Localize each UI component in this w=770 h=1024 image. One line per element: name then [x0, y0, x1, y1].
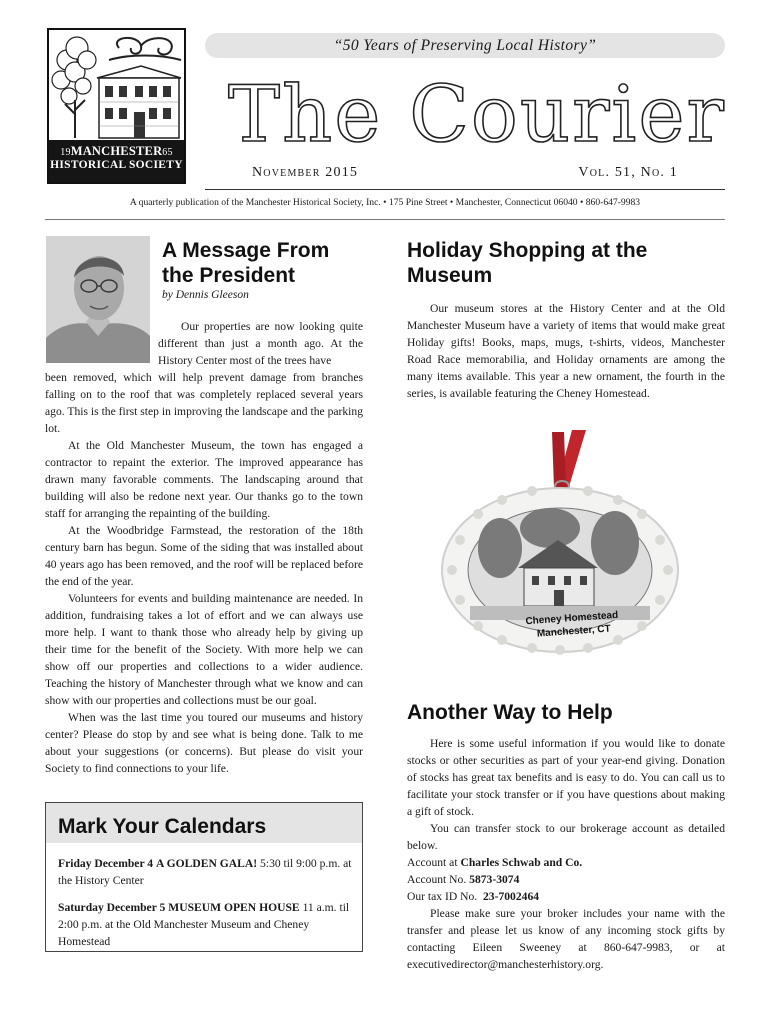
calendar-event [58, 899, 353, 950]
president-heading: A Message From the President [162, 239, 330, 287]
account-number-label: Account No. [407, 873, 467, 886]
logo-name: MANCHESTER [70, 144, 163, 158]
holiday-heading: Holiday Shopping at the Museum [407, 239, 648, 287]
holiday-article-body [407, 300, 725, 402]
help-paragraph-3: Please make sure your broker includes your name with the transfer and please let us know of any incoming stock gifts by contacting Eileen Sweeney at 860-647-9983, or at executivedirector@manchesterhistory.org. [407, 907, 725, 971]
account-label: Account at [407, 856, 458, 869]
account-number-line [407, 871, 725, 888]
account-line [407, 854, 725, 871]
president-paragraph-3: At the Woodbridge Farmstead, the restoration of the 18th century barn has begun. Some of the siding that was installed about 40 years ago has been removed, and the roof will be replaced before the end of the year. [45, 524, 363, 588]
president-article-body [45, 369, 363, 777]
tagline: “50 Years of Preserving Local History” [205, 33, 725, 58]
event-date: Saturday December 5 [58, 901, 166, 914]
help-paragraph-1: Here is some useful information if you would like to donate stocks or other securities as part of your year-end giving. Donation of stocks has great tax benefits and is easy to do. You can call us to facilitate your stock transfer or if you have questions about making a gift of stock. [407, 737, 725, 818]
calendar-box [45, 802, 363, 952]
president-text-continued: been removed, which will help prevent damage from branches falling on to the roof that was completely replaced several years ago. This is the first step in improving the landscape and the parking lot. [45, 371, 363, 435]
president-photo [46, 236, 150, 363]
help-heading: Another Way to Help [407, 701, 613, 724]
tax-id-line [407, 888, 725, 905]
issue-date: November 2015 [252, 165, 359, 180]
header-rule [45, 219, 725, 220]
president-paragraph-4: Volunteers for events and building maintenance are needed. In addition, fundraising takes a lot of effort and we can always use more help. I want to thank those who already help by giving up their time for the benefit of the Society. With more help we can show off our properties and collections to a wider audience. Teaching the history of Manchester through what we know and can show with our properties and collections must be our goal. [45, 592, 363, 707]
ornament-caption-line-1: Cheney Homestead [525, 609, 619, 628]
event-details: 5:30 til 9:00 p.m. at the History Center [58, 857, 352, 887]
calendar-event [58, 855, 353, 889]
tax-id-label: Our tax ID No. [407, 890, 478, 903]
logo-artwork [49, 30, 184, 142]
newsletter-title: The Courier [228, 70, 726, 160]
logo-banner [49, 140, 184, 182]
event-date: Friday December 4 [58, 857, 154, 870]
help-article-body [407, 735, 725, 973]
masthead-divider [205, 189, 725, 190]
account-number: 5873-3074 [469, 873, 520, 886]
president-byline: by Dennis Gleeson [162, 289, 249, 301]
account-name: Charles Schwab and Co. [460, 856, 583, 869]
holiday-paragraph: Our museum stores at the History Center and at the Old Manchester Museum have a variety of items that would make great Holiday gifts! Books, maps, mugs, t-shirts, videos, Manchester Road Race memorabilia, and Holiday ornaments are among the many items available. This year a new ornament, the fourth in the series, is available featuring the Cheney Homestead. [407, 302, 725, 400]
issue-volume: Vol. 51, No. 1 [578, 165, 678, 180]
logo-subtitle: HISTORICAL SOCIETY [50, 158, 183, 171]
president-paragraph-5: When was the last time you toured our museums and history center? Please do stop by and see what is being done. Talk to me about your suggestions (or concerns). But please do visit your Society to find connections to your life. [45, 711, 363, 775]
president-paragraph-1-start [158, 318, 363, 369]
logo-year-left: 19 [60, 147, 71, 158]
help-paragraph-2: You can transfer stock to our brokerage account as detailed below. [407, 822, 725, 852]
president-paragraph-2: At the Old Manchester Museum, the town has engaged a contractor to repaint the exterior. The improved appearance has drawn many favorable comments. The landscaping around that building will also be redone next year. Our thanks go to the town staff for arranging the repainting of the building. [45, 439, 363, 520]
publication-line: A quarterly publication of the Manchester Historical Society, Inc. • 175 Pine Street • Manchester, Connecticut 06040 • 860-647-9983 [129, 197, 641, 208]
calendar-heading: Mark Your Calendars [58, 815, 267, 838]
society-logo [47, 28, 186, 184]
event-title: MUSEUM OPEN HOUSE [168, 901, 300, 914]
event-title: A GOLDEN GALA! [156, 857, 258, 870]
logo-year-right: 65 [162, 147, 173, 158]
president-text-start: Our properties are now looking quite different than just a month ago. At the History Center most of the trees have [158, 320, 363, 367]
ornament-photo [440, 428, 680, 658]
ornament-caption-line-2: Manchester, CT [536, 623, 612, 640]
event-details: 11 a.m. til 2:00 p.m. at the Old Manchester Museum and Cheney Homestead [58, 901, 350, 948]
tax-id: 23-7002464 [483, 890, 540, 903]
